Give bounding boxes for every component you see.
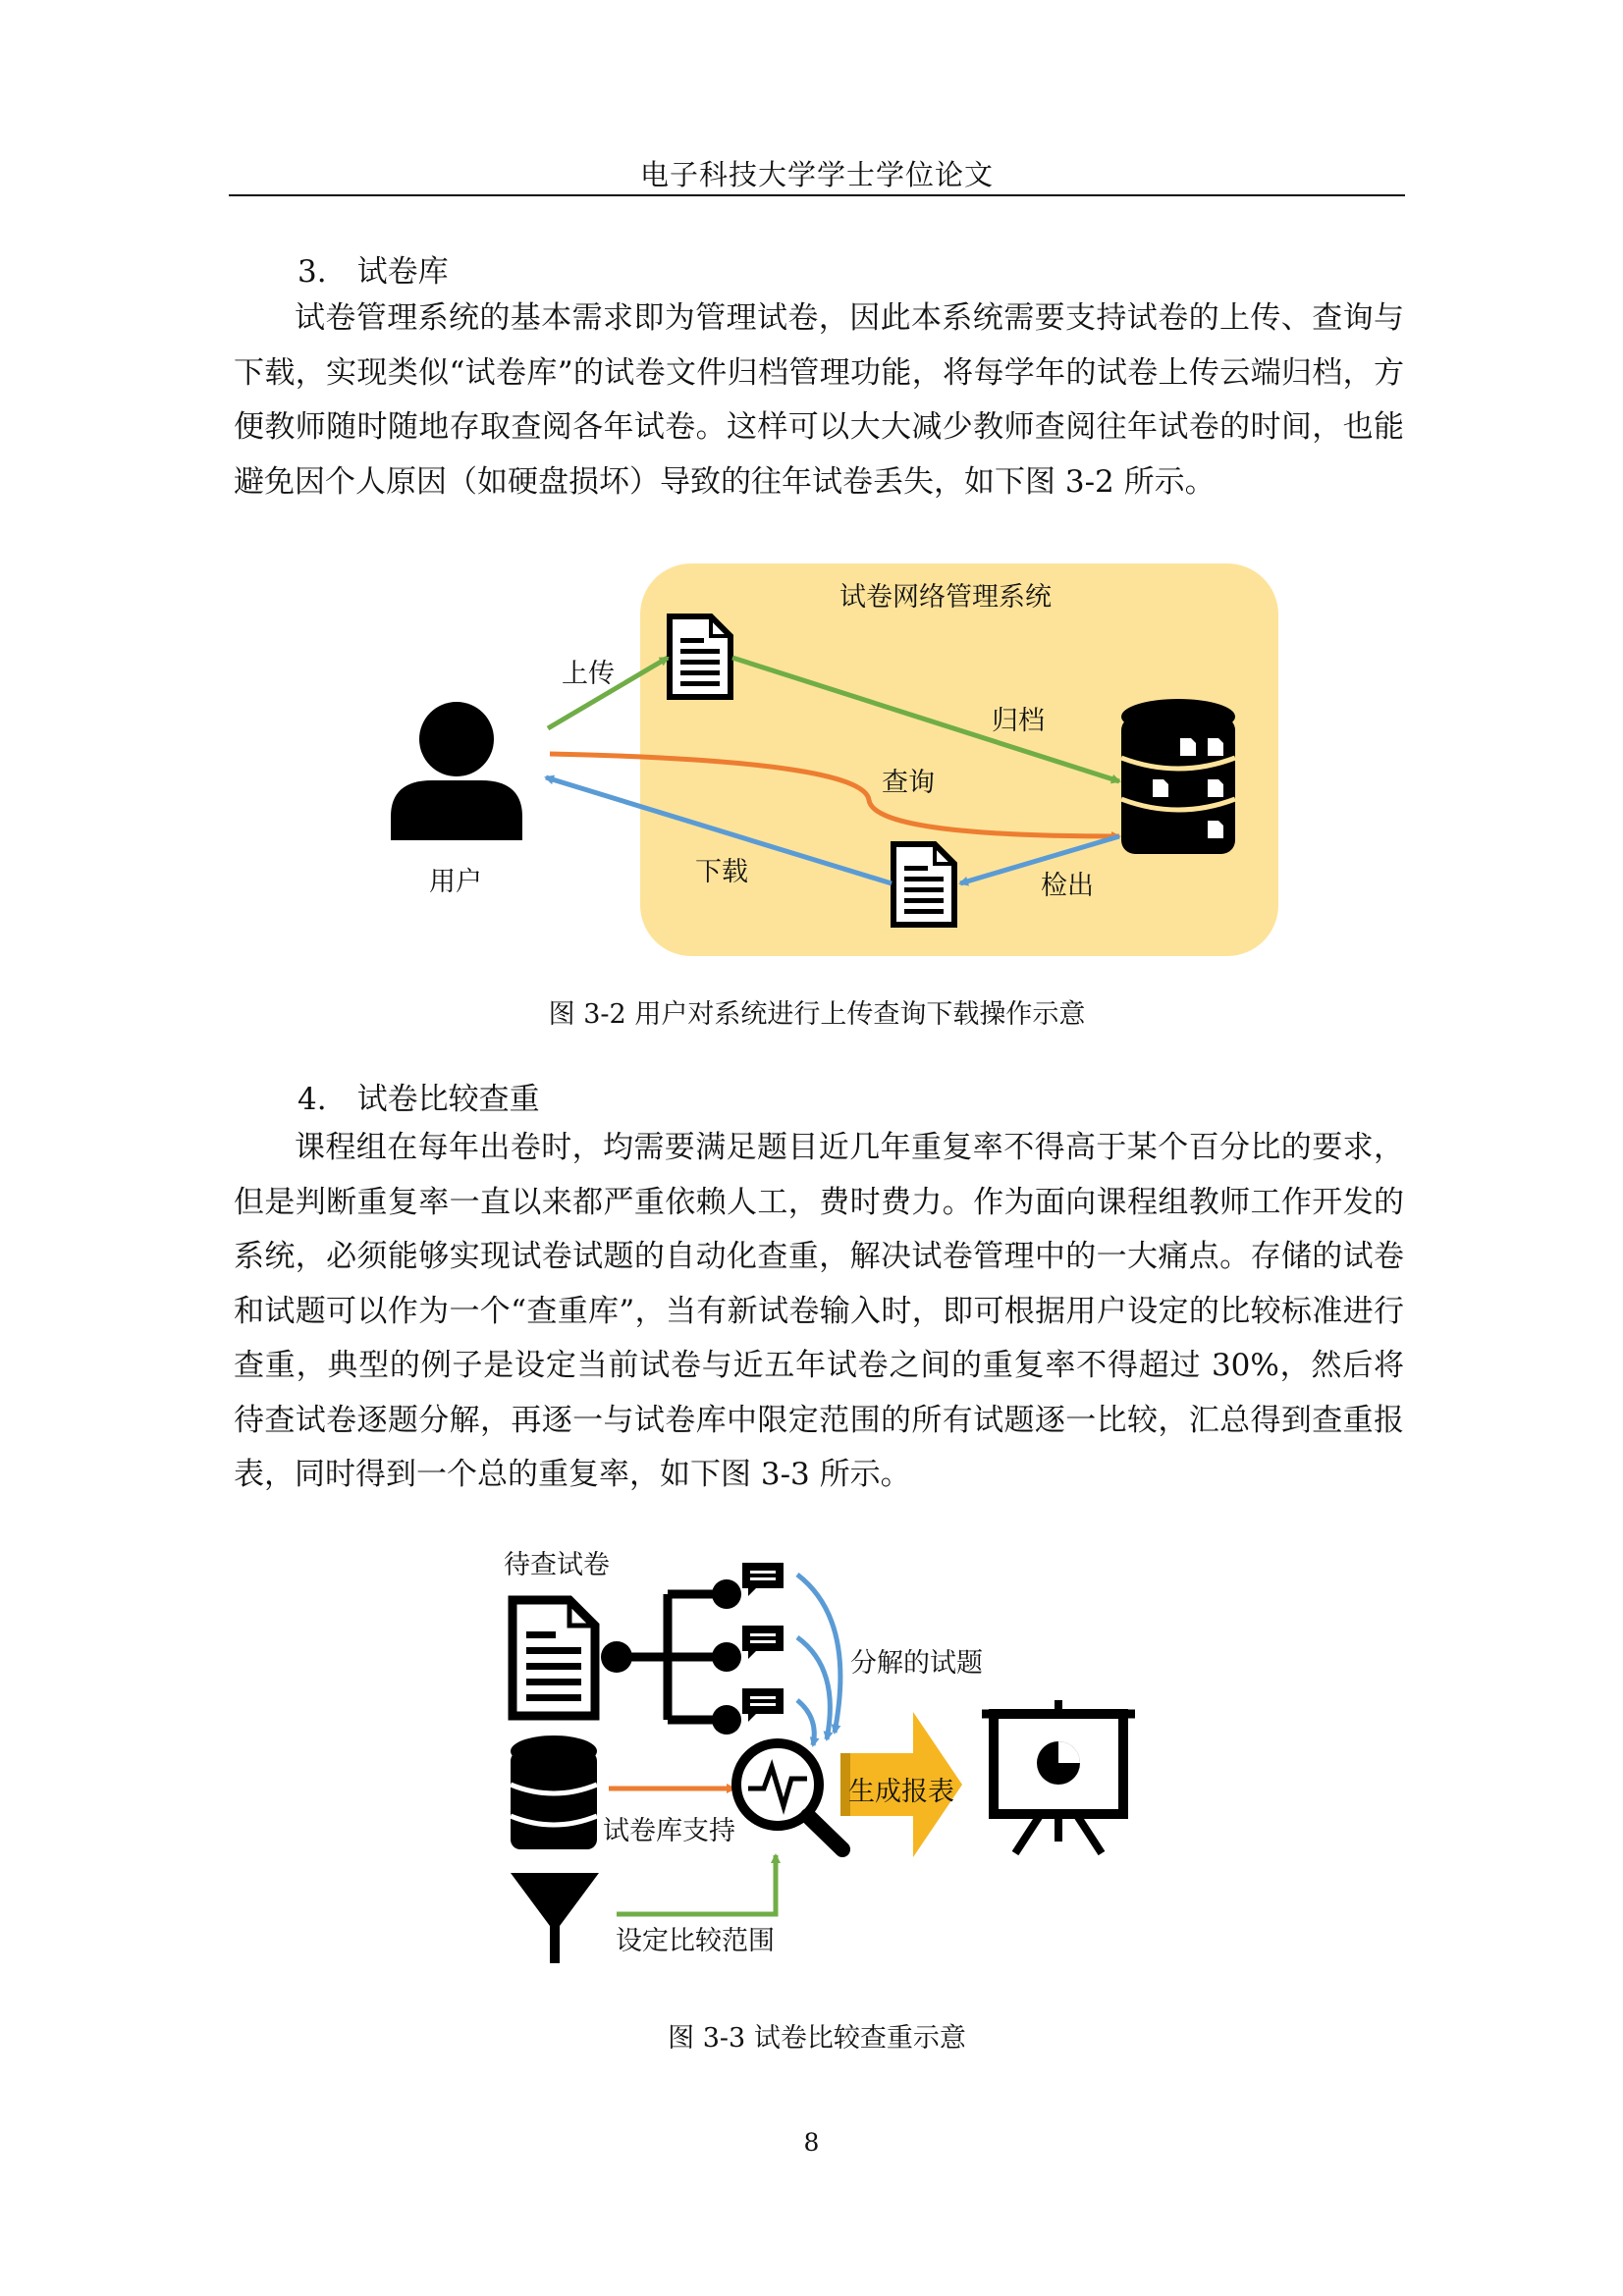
section-heading-3: 3. 试卷库 xyxy=(298,254,449,290)
report-label: 生成报表 xyxy=(848,1777,954,1807)
presentation-icon xyxy=(982,1700,1135,1853)
database-icon xyxy=(511,1735,597,1849)
paragraph: 课程组在每年出卷时，均需要满足题目近几年重复率不得高于某个百分比的要求，但是判断重复率一直以来都严重依赖人工，费时费力。作为面向课程组教师工作开发的系统，必须能够实现试卷试题的自动化查重，解决试卷管理中的一大痛点。存储的试卷和试题可以作为一个“查重库”，当有新试卷输入时，即可根据用户设定的比较标准进行查重，典型的例子是设定当前试卷与近五年试卷之间的重复率不得超过 30%，然后将待查试卷逐题分解，再逐一与试卷库中限定范围的所有试题逐一比较，汇总得到查重报表，同时得到一个总的重复率，如下图 3-3 所示。 xyxy=(234,1130,1404,1492)
decompose-arrow xyxy=(797,1700,814,1745)
retrieve-label: 检出 xyxy=(1041,871,1094,901)
document-icon xyxy=(513,1600,595,1716)
header-rule xyxy=(229,194,1405,196)
filter-icon xyxy=(511,1873,599,1963)
decompose-tree xyxy=(601,1579,741,1735)
document-icon xyxy=(670,616,730,697)
pending-paper-label: 待查试卷 xyxy=(504,1550,610,1580)
question-bubble-icon xyxy=(742,1688,784,1722)
download-label: 下载 xyxy=(695,857,748,887)
system-label: 试卷网络管理系统 xyxy=(839,582,1052,613)
user-label: 用户 xyxy=(429,867,482,897)
document-icon xyxy=(893,844,954,925)
question-bubble-icon xyxy=(742,1563,784,1596)
decomposed-label: 分解的试题 xyxy=(850,1648,983,1679)
library-support-label: 试卷库支持 xyxy=(603,1816,735,1846)
database-icon xyxy=(1121,699,1235,854)
section-4-body xyxy=(234,1121,1404,1503)
magnifier-icon xyxy=(736,1743,842,1849)
figure-3-3 xyxy=(491,1531,1159,1973)
user-icon xyxy=(391,702,522,840)
question-bubble-icon xyxy=(742,1626,784,1659)
figure-3-2 xyxy=(373,560,1296,962)
query-label: 查询 xyxy=(882,768,935,798)
page-number: 8 xyxy=(803,2128,820,2157)
archive-label: 归档 xyxy=(992,706,1045,736)
range-arrow xyxy=(617,1855,776,1914)
range-label: 设定比较范围 xyxy=(616,1926,775,1956)
figure-caption: 图 3-3 试卷比较查重示意 xyxy=(668,2023,966,2054)
running-header: 电子科技大学学士学位论文 xyxy=(639,158,994,191)
section-3-body xyxy=(234,292,1404,509)
section-heading-4: 4. 试卷比较查重 xyxy=(298,1082,540,1117)
figure-caption: 图 3-2 用户对系统进行上传查询下载操作示意 xyxy=(548,999,1086,1030)
paragraph: 试卷管理系统的基本需求即为管理试卷，因此本系统需要支持试卷的上传、查询与下载，实现类似“试卷库”的试卷文件归档管理功能，将每学年的试卷上传云端归档，方便教师随时随地存取查阅各年试卷。这样可以大大减少教师查阅往年试卷的时间，也能避免因个人原因（如硬盘损坏）导致的往年试卷丢失，如下图 3-2 所示。 xyxy=(234,300,1404,500)
upload-label: 上传 xyxy=(562,659,615,689)
